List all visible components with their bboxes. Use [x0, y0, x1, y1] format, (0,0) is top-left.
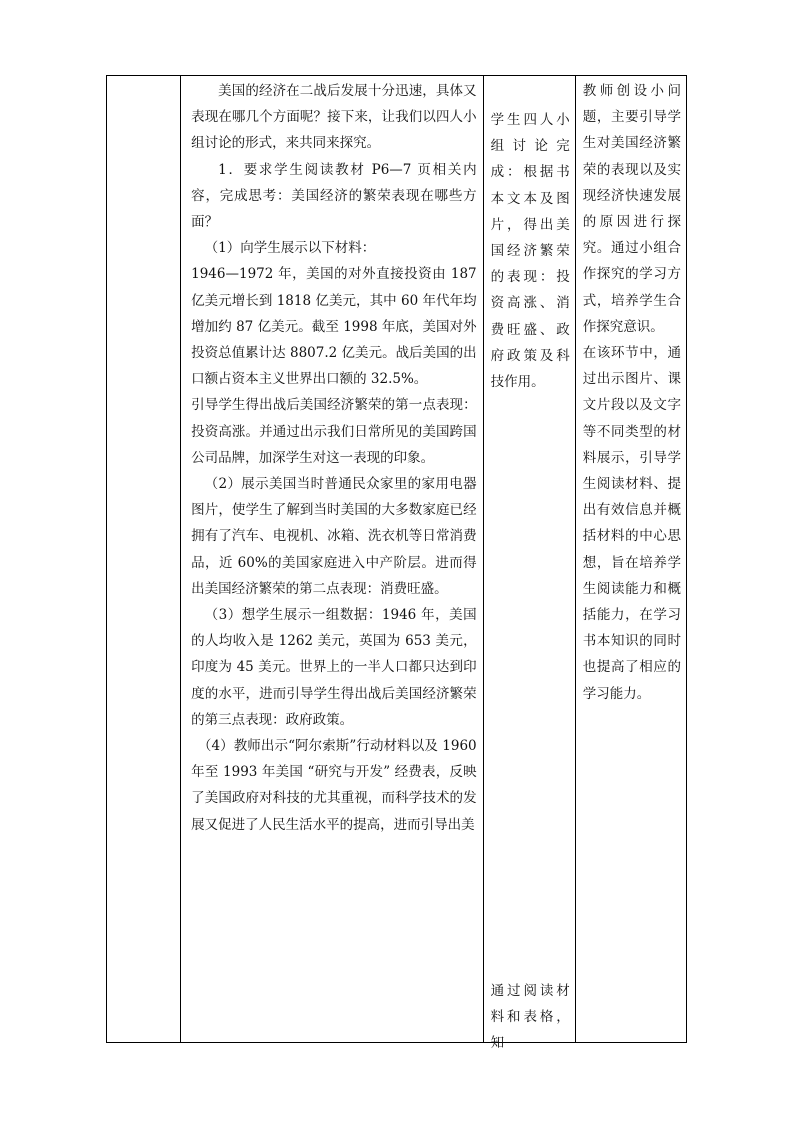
student-activity-text: 学生四人小组讨论完成：根据书本文本及图片，得出美国经济繁荣的表现：投资高涨、消费旺盛、政府政策及科技作用。	[490, 112, 570, 391]
material-paragraph: 1946—1972 年，美国的对外直接投资由 187 亿美元增长到 1818 亿美元，其中 60 年代年均增加约 87 亿美元。截至 1998 年底，美国对外投资总值累计达 8807.2 亿美元。战后美国的出口额占资本主义世界出口额的 32.5%。	[191, 266, 477, 388]
task-paragraph: 1．要求学生阅读教材 P6—7 页相关内容，完成思考：美国经济的繁荣表现在哪些方面？	[191, 161, 477, 231]
step-1-heading: （1）向学生展示以下材料：	[204, 240, 376, 257]
step-3-paragraph: （3）想学生展示一组数据：1946 年，美国的人均收入是 1262 美元，英国为 653 美元，印度为 45 美元。世界上的一半人口都只达到印度的水平，进而引导学生得出战后美国经济繁荣的第三点表现：政府政策。	[191, 607, 477, 728]
teacher-activity-cell	[181, 76, 484, 1043]
intro-paragraph: 美国的经济在二战后发展十分迅速，具体又表现在哪几个方面呢？接下来，让我们以四人小组讨论的形式，来共同来探究。	[191, 83, 477, 152]
design-intent-paragraph-1: 教师创设小问题，主要引导学生对美国经济繁荣的表现以及实现经济快速发展的原因进行探究。通过小组合作探究的学习方式，培养学生合作探究意识。	[582, 83, 681, 335]
design-intent-cell	[575, 76, 686, 1043]
table-row	[107, 76, 687, 1043]
conclusion-1-paragraph: 引导学生得出战后美国经济繁荣的第一点表现：投资高涨。并通过出示我们日常所见的美国跨国公司品牌，加深学生对这一表现的印象。	[191, 397, 477, 466]
step-2-paragraph: （2）展示美国当时普通民众家里的家用电器图片，使学生了解到当时美国的大多数家庭已经拥有了汽车、电视机、冰箱、洗衣机等日常消费品，近 60%的美国家庭进入中产阶层。进而得出美国经济繁荣的第二点表现：消费旺盛。	[191, 476, 477, 597]
stage-cell	[107, 76, 181, 1043]
design-intent-paragraph-2: 在该环节中，通过出示图片、课文片段以及文字等不同类型的材料展示，引导学生阅读材料、提出有效信息并概括材料的中心思想，旨在培养学生阅读能力和概括能力，在学习书本知识的同时也提高了相应的学习能力。	[582, 345, 681, 702]
student-activity-bottom-text: 通过阅读材料和表格，知	[490, 983, 570, 1052]
student-activity-cell	[483, 76, 575, 1052]
step-4-paragraph: （4）教师出示“阿尔索斯”行动材料以及 1960 年至 1993 年美国 “研究与开发” 经费表，反映了美国政府对科技的尤其重视，而科学技术的发展又促进了人民生活水平的提高，进而引导出美	[191, 738, 477, 833]
lesson-plan-table	[106, 75, 687, 1052]
